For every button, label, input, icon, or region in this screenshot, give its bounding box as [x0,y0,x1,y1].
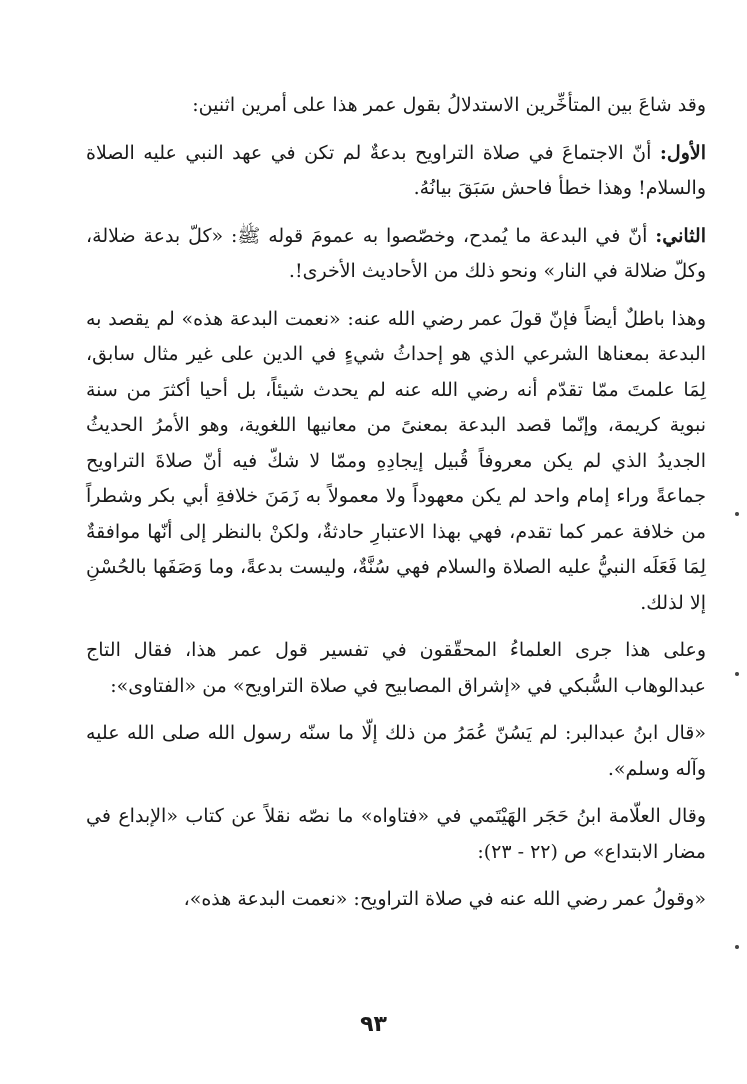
paragraph-text: «قال ابنُ عبدالبر: لم يَسُنّ عُمَرُ من ذلك إلّا ما سنّه رسول الله صلى الله عليه وآله وسلم». [86,722,706,780]
paragraph-text: وقال العلّامة ابنُ حَجَر الهَيْتَمي في «فتاواه» ما نصّه نقلاً عن كتاب «الإبداع في مضار الابتداع» ص (٢٢ - ٢٣): [86,805,707,863]
paragraph-lead: الثاني: [655,224,706,247]
paragraph-lead: الأول: [659,141,706,164]
page-number: ٩٣ [360,1012,387,1037]
paragraph-text: وقد شاعَ بين المتأخِّرين الاستدلالُ بقول عمر هذا على أمرين اثنين: [192,94,706,116]
paragraph-text: أنّ في البدعة ما يُمدح، وخصّصوا به عمومَ قوله ﷺ: «كلّ بدعة ضلالة، وكلّ ضلالة في النار» ونحو ذلك من الأحاديث الأخرى!. [86,224,706,282]
paragraph-second-claim [86,219,706,290]
paragraph-refutation [86,302,706,622]
margin-dot [735,672,739,676]
paragraph-scholars [86,633,706,704]
paragraph-text: أنّ الاجتماعَ في صلاة التراويح بدعةٌ لم تكن في عهد النبي عليه الصلاة والسلام! وهذا خطأ فاحش سَبَقَ بيانُهُ. [86,141,706,199]
paragraph-intro [86,88,706,124]
paragraph-quote-continues [86,882,706,918]
paragraph-quote-ibn-abdilbarr [86,716,706,787]
margin-dot [735,512,739,516]
paragraph-first-claim [86,136,706,207]
paragraph-ibn-hajar [86,799,706,870]
paragraph-text: وعلى هذا جرى العلماءُ المحقّقون في تفسير قول عمر هذا، فقال التاج عبدالوهاب السُّبكي في «إشراق المصابيح في صلاة التراويح» من «الفتاوى»: [86,639,706,697]
page-body [86,88,706,918]
paragraph-text: وهذا باطلٌ أيضاً فإنّ قولَ عمر رضي الله عنه: «نعمت البدعة هذه» لم يقصد به البدعة بمعناها الشرعي الذي هو إحداثُ شيءٍ في الدين على غير مثال سابق، لِمَا علمتَ ممّا تقدّم أنه رضي الله عنه لم يحدث شيئاً، بل أحيا أكثرَ من سنة نبوية كريمة، وإنّما قصد البدعة بمعنىً من معانيها اللغوية، وهو الأمرُ الحديثُ الجديدُ الذي لم يكن معروفاً قُبيل إيجادِهِ وممّا لا شكّ فيه أنّ صلاةَ التراويح جماعةً وراء إمام واحد لم يكن معهوداً ولا معمولاً به زَمَنَ خلافةِ أبي بكر وشطراً من خلافة عمر كما تقدم، فهي بهذا الاعتبارِ حادثةٌ، ولكنْ بالنظر إلى أنّها موافقةٌ لِمَا فَعَلَه النبيُّ عليه الصلاة والسلام فهي سُنَّةٌ، وليست بدعةً، وما وَصَفَها بالحُسْنِ إلا لذلك. [86,307,706,614]
margin-dot [735,945,739,949]
paragraph-text: «وقولُ عمر رضي الله عنه في صلاة التراويح: «نعمت البدعة هذه»، [183,888,706,910]
